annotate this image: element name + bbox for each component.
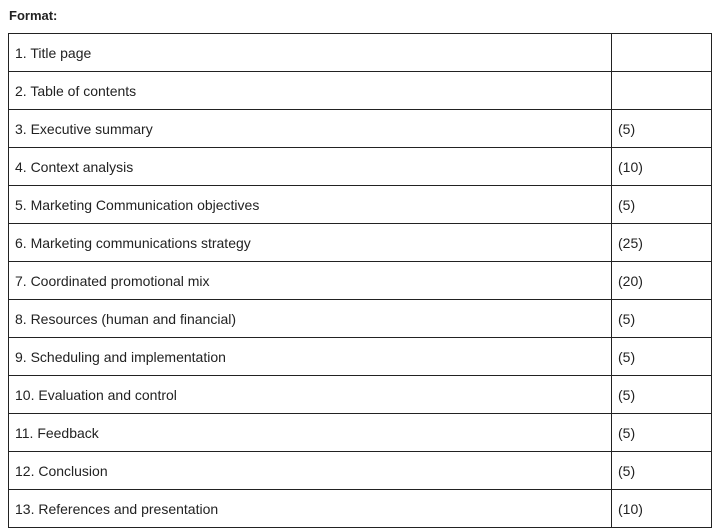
marks-cell: (5): [612, 452, 712, 490]
format-table-body: [9, 34, 712, 528]
item-cell: 10. Evaluation and control: [9, 376, 612, 414]
item-cell: 11. Feedback: [9, 414, 612, 452]
item-cell: 5. Marketing Communication objectives: [9, 186, 612, 224]
marks-cell: (25): [612, 224, 712, 262]
item-cell: 4. Context analysis: [9, 148, 612, 186]
table-row: [9, 452, 712, 490]
marks-cell: (5): [612, 376, 712, 414]
table-row: [9, 262, 712, 300]
table-row: [9, 224, 712, 262]
item-cell: 3. Executive summary: [9, 110, 612, 148]
marks-cell: (5): [612, 110, 712, 148]
format-heading: Format:: [9, 8, 58, 23]
item-cell: 12. Conclusion: [9, 452, 612, 490]
table-row: [9, 300, 712, 338]
item-cell: 9. Scheduling and implementation: [9, 338, 612, 376]
table-row: [9, 148, 712, 186]
item-cell: 1. Title page: [9, 34, 612, 72]
marks-cell: (20): [612, 262, 712, 300]
item-cell: 13. References and presentation: [9, 490, 612, 528]
table-row: [9, 338, 712, 376]
marks-cell: (10): [612, 148, 712, 186]
table-row: [9, 414, 712, 452]
marks-cell: [612, 72, 712, 110]
item-cell: 7. Coordinated promotional mix: [9, 262, 612, 300]
item-cell: 6. Marketing communications strategy: [9, 224, 612, 262]
table-row: [9, 186, 712, 224]
marks-cell: (5): [612, 338, 712, 376]
item-cell: 2. Table of contents: [9, 72, 612, 110]
table-row: [9, 110, 712, 148]
table-row: [9, 72, 712, 110]
table-row: [9, 376, 712, 414]
item-cell: 8. Resources (human and financial): [9, 300, 612, 338]
table-row: [9, 490, 712, 528]
marks-cell: [612, 34, 712, 72]
format-table: [8, 33, 712, 528]
marks-cell: (5): [612, 186, 712, 224]
marks-cell: (5): [612, 414, 712, 452]
marks-cell: (10): [612, 490, 712, 528]
marks-cell: (5): [612, 300, 712, 338]
table-row: [9, 34, 712, 72]
